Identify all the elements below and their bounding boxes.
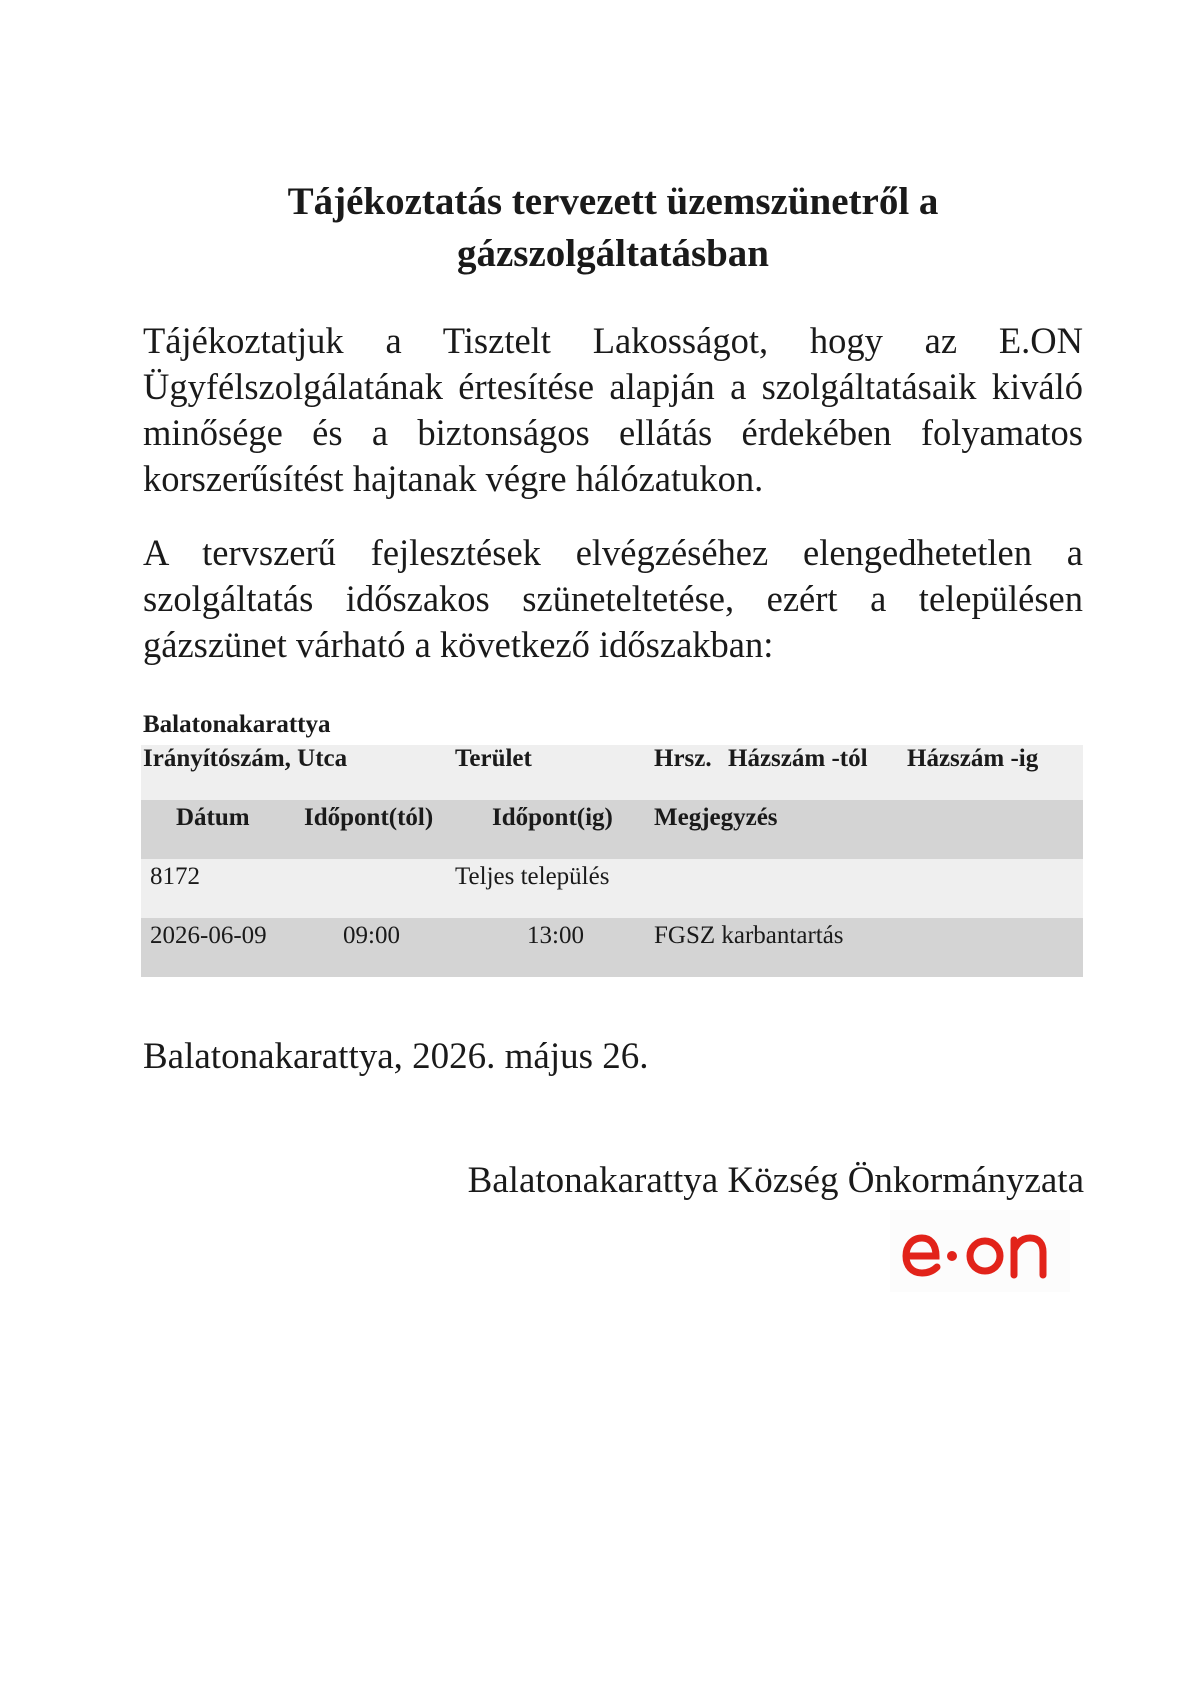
header-hrsz: Hrsz. xyxy=(654,745,712,772)
table-row xyxy=(141,918,1083,977)
table-row xyxy=(141,859,1083,918)
table-header-row-1 xyxy=(141,741,1083,800)
cell-zip: 8172 xyxy=(150,863,200,890)
eon-logo xyxy=(890,1210,1070,1292)
header-date: Dátum xyxy=(176,804,250,831)
header-zip-street: Irányítószám, Utca xyxy=(143,745,348,772)
header-area: Terület xyxy=(455,745,532,772)
cell-note: FGSZ karbantartás xyxy=(654,922,844,949)
header-time-from: Időpont(tól) xyxy=(304,804,434,831)
title-line-1: Tájékoztatás tervezett üzemszünetről a xyxy=(287,180,939,223)
document-title xyxy=(140,176,1086,280)
header-house-to: Házszám -ig xyxy=(907,745,1039,772)
schedule-paragraph: A tervszerű fejlesztések elvégzéséhez elengedhetetlen a szolgáltatás időszakos szüneteltetése, ezért a településen gázszünet várható a következő időszakban: xyxy=(143,532,1083,665)
cell-time-to: 13:00 xyxy=(527,922,584,949)
signature: Balatonakarattya Község Önkormányzata xyxy=(467,1160,1084,1201)
cell-time-from: 09:00 xyxy=(343,922,400,949)
cell-date: 2026-06-09 xyxy=(150,922,267,949)
header-time-to: Időpont(ig) xyxy=(492,804,613,831)
location-label: Balatonakarattya xyxy=(143,711,331,738)
outage-table xyxy=(141,741,1083,977)
place-date: Balatonakarattya, 2026. május 26. xyxy=(143,1036,649,1077)
header-note: Megjegyzés xyxy=(654,804,778,831)
table-header-row-2 xyxy=(141,800,1083,859)
cell-area: Teljes település xyxy=(455,863,610,890)
header-house-from: Házszám -tól xyxy=(728,745,868,772)
title-line-2: gázszolgáltatásban xyxy=(457,232,769,275)
eon-logo-mark xyxy=(890,1210,1070,1292)
intro-paragraph: Tájékoztatjuk a Tisztelt Lakosságot, hogy az E.ON Ügyfélszolgálatának értesítése alapján a szolgáltatásaik kiváló minősége és a biztonságos ellátás érdekében folyamatos korszerűsítést hajtanak végre hálózatukon. xyxy=(143,320,1083,499)
